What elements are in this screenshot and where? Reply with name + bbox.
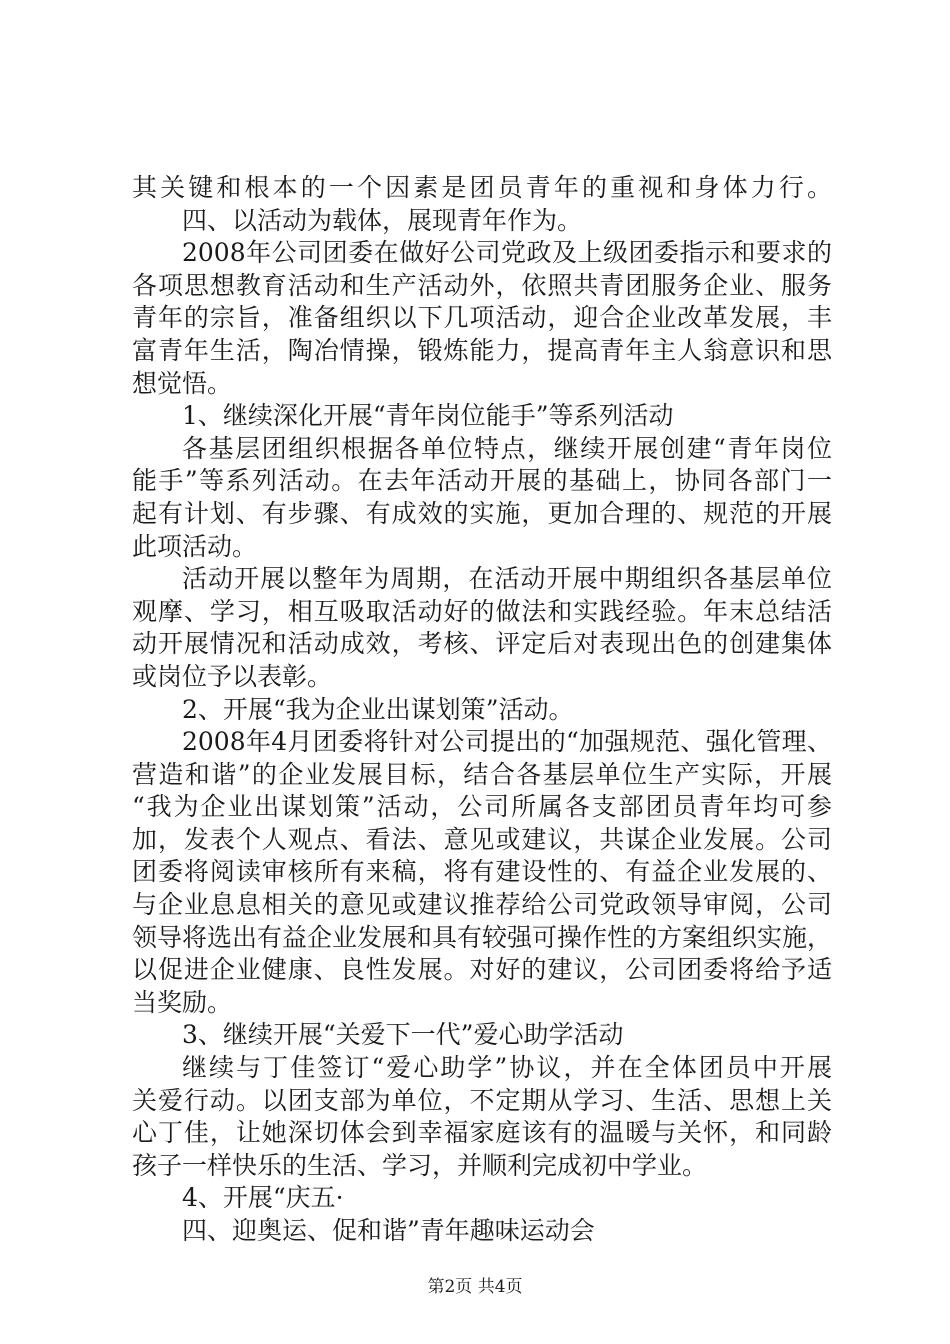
text-line: 想觉悟。 <box>132 368 233 398</box>
text-line: 活动开展以整年为周期，在活动开展中期组织各基层单位 <box>182 564 832 594</box>
text-line: 以促进企业健康、良性发展。对好的建议，公司团委将给予适 <box>132 955 832 985</box>
text-line: 能手”等系列活动。在去年活动开展的基础上，协同各部门一 <box>132 466 832 496</box>
text-line: 2008年公司团委在做好公司党政及上级团委指示和要求的 <box>182 238 832 268</box>
text-line: 营造和谐”的企业发展目标，结合各基层单位生产实际，开展 <box>132 759 832 789</box>
text-line: 与企业息息相关的意见或建议推荐给公司党政领导审阅，公司 <box>132 890 832 920</box>
text-line: 当奖励。 <box>132 987 233 1017</box>
text-line: 其关键和根本的一个因素是团员青年的重视和身体力行。 <box>132 173 832 202</box>
text-line: 各基层团组织根据各单位特点，继续开展创建“青年岗位 <box>182 433 832 463</box>
text-line: 团委将阅读审核所有来稿，将有建设性的、有益企业发展的、 <box>132 857 832 887</box>
item-heading: 3、继续开展“关爱下一代”爱心助学活动 <box>182 1020 624 1050</box>
text-line: “我为企业出谋划策”活动，公司所属各支部团员青年均可参 <box>132 792 832 822</box>
text-line: 领导将选出有益企业发展和具有较强可操作性的方案组织实施， <box>132 922 832 952</box>
text-line: 各项思想教育活动和生产活动外，依照共青团服务企业、服务 <box>132 270 832 300</box>
item-heading: 4、开展“庆五· <box>182 1183 344 1213</box>
page-footer: 第2页 共4页 <box>427 1277 523 1297</box>
text-line: 2008年4月团委将针对公司提出的“加强规范、强化管理、 <box>182 727 832 757</box>
text-line: 加，发表个人观点、看法、意见或建议，共谋企业发展。公司 <box>132 824 832 854</box>
text-line: 或岗位予以表彰。 <box>132 661 333 691</box>
text-line: 此项活动。 <box>132 531 258 561</box>
document-body <box>132 172 832 1248</box>
section-heading: 四、以活动为载体，展现青年作为。 <box>182 205 583 235</box>
text-line: 起有计划、有步骤、有成效的实施，更加合理的、规范的开展 <box>132 498 832 528</box>
text-line: 四、迎奥运、促和谐”青年趣味运动会 <box>182 1216 595 1245</box>
item-heading: 1、继续深化开展“青年岗位能手”等系列活动 <box>182 401 674 431</box>
text-line: 观摩、学习，相互吸取活动好的做法和实践经验。年末总结活 <box>132 596 832 626</box>
item-heading: 2、开展“我为企业出谋划策”活动。 <box>182 694 574 724</box>
text-line: 孩子一样快乐的生活、学习，并顺利完成初中学业。 <box>132 1150 708 1180</box>
text-line: 青年的宗旨，准备组织以下几项活动，迎合企业改革发展，丰 <box>132 303 832 333</box>
text-line: 动开展情况和活动成效，考核、评定后对表现出色的创建集体 <box>132 629 832 659</box>
text-line: 心丁佳，让她深切体会到幸福家庭该有的温暖与关怀，和同龄 <box>132 1118 832 1148</box>
text-line: 继续与丁佳签订“爱心助学”协议，并在全体团员中开展 <box>182 1053 832 1083</box>
text-line: 关爱行动。以团支部为单位，不定期从学习、生活、思想上关 <box>132 1085 832 1115</box>
text-line: 富青年生活，陶冶情操，锻炼能力，提高青年主人翁意识和思 <box>132 335 832 365</box>
